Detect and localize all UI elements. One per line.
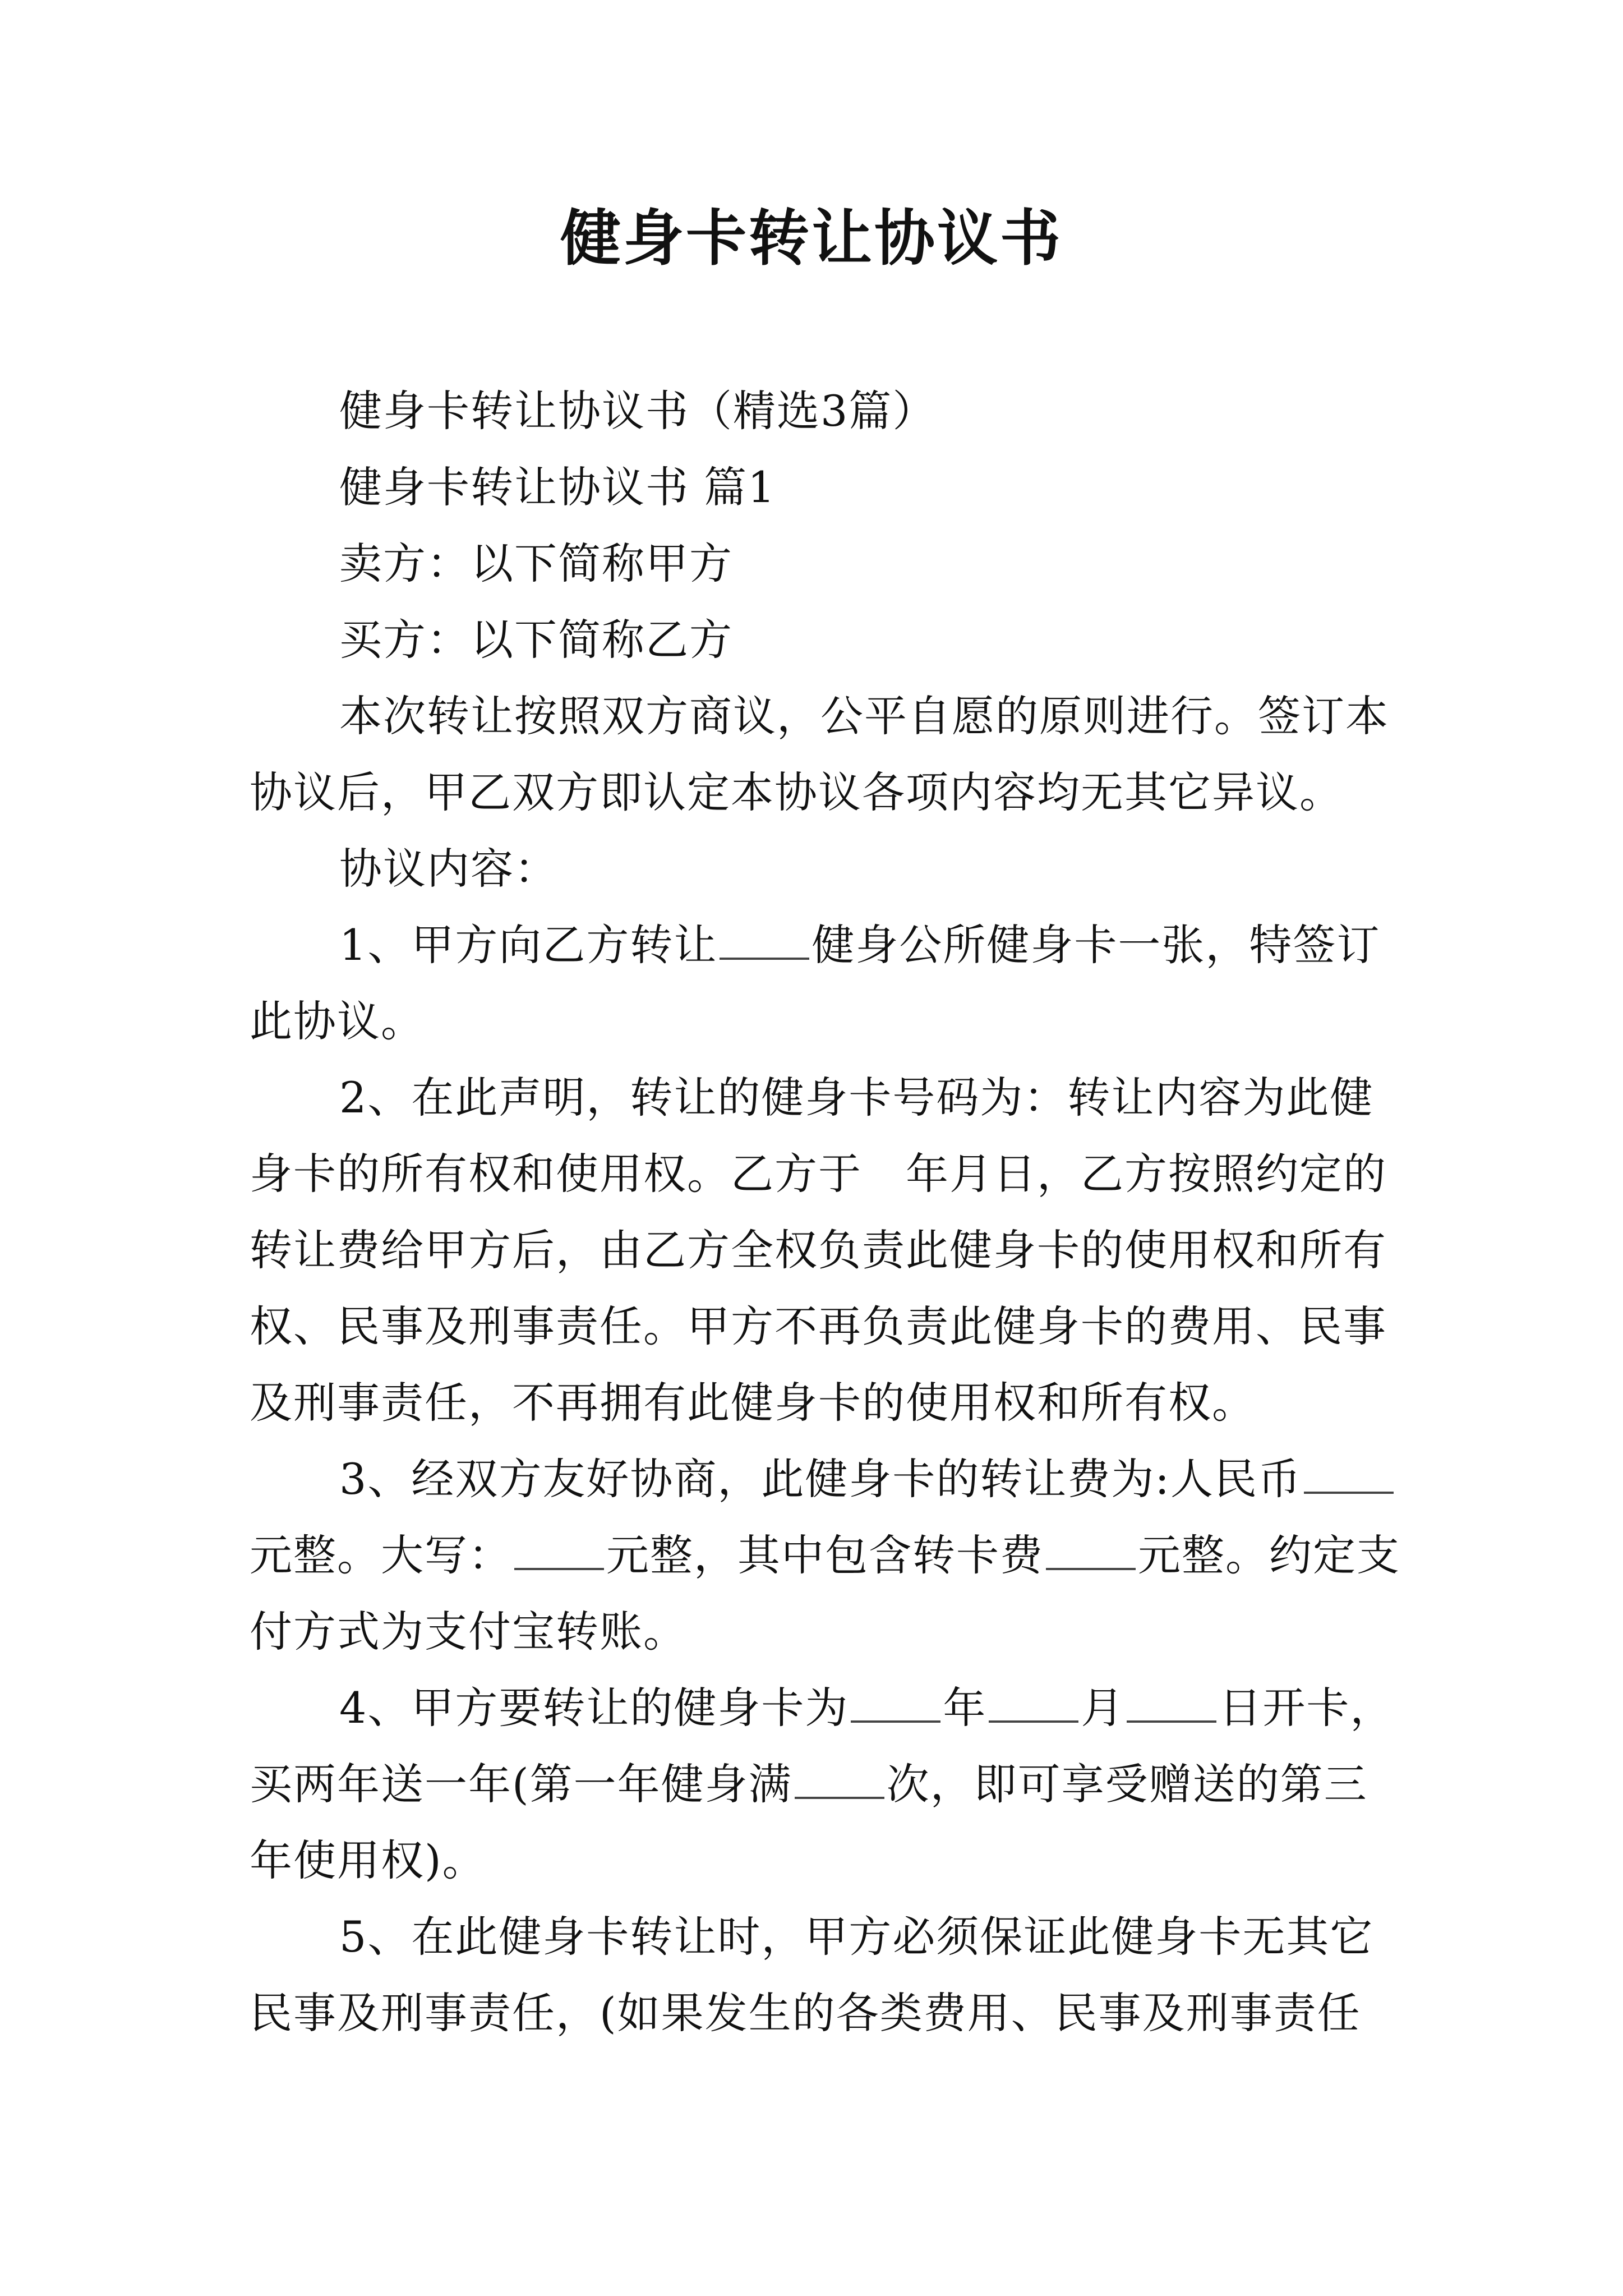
- content-heading: 协议内容：: [339, 844, 558, 894]
- fill-blank: [851, 1718, 940, 1723]
- clause-4-text-e: 买两年送一年(第一年健身满: [250, 1759, 792, 1809]
- clause-5-line-2: 民事及刑事责任，(如果发生的各类费用、民事及刑事责任: [250, 1988, 1361, 2038]
- fill-blank: [720, 955, 809, 960]
- clause-3-text-c: 元整。约定支: [1138, 1530, 1400, 1580]
- document-body: [250, 373, 1400, 2051]
- buyer-line: 买方：以下简称乙方: [339, 615, 733, 665]
- clause-4-line-3: 年使用权)。: [250, 1835, 486, 1885]
- intro-line-1: 本次转让按照双方商议，公平自愿的原则进行。签订本: [339, 691, 1389, 741]
- clause-2-line-5: 及刑事责任，不再拥有此健身卡的使用权和所有权。: [250, 1378, 1256, 1428]
- clause-2-line-1: 2、在此声明，转让的健身卡号码为：转让内容为此健: [339, 1073, 1374, 1122]
- seller-line: 卖方：以下简称甲方: [339, 539, 733, 588]
- part-heading: 健身卡转让协议书 篇1: [339, 462, 776, 512]
- clause-1-text-a: 1、甲方向乙方转让: [339, 920, 718, 970]
- subtitle: 健身卡转让协议书（精选3篇）: [339, 386, 937, 436]
- fill-blank: [1046, 1566, 1136, 1570]
- intro-line-2: 协议后，甲乙双方即认定本协议各项内容均无其它异议。: [250, 767, 1343, 817]
- fill-blank: [795, 1795, 884, 1799]
- clause-2-line-2: 身卡的所有权和使用权。乙方于 年月日，乙方按照约定的: [250, 1149, 1387, 1199]
- fill-blank: [1127, 1718, 1216, 1723]
- clause-4-text-f: 次，即可享受赠送的第三: [886, 1759, 1368, 1809]
- clause-1-line-1: [250, 907, 1394, 983]
- clause-3-line-1: [250, 1441, 1394, 1517]
- clause-2-line-4: 权、民事及刑事责任。甲方不再负责此健身卡的费用、民事: [250, 1301, 1387, 1351]
- clause-4-text-c: 月: [1081, 1683, 1125, 1733]
- fill-blank: [514, 1566, 604, 1570]
- clause-4-line-1: [250, 1670, 1394, 1746]
- clause-1-line-2: 此协议。: [250, 996, 425, 1046]
- fill-blank: [989, 1718, 1078, 1723]
- document-title: 健身卡转让协议书: [560, 203, 1063, 274]
- clause-4-text-a: 4、甲方要转让的健身卡为: [339, 1683, 849, 1733]
- fill-blank: [1304, 1489, 1394, 1494]
- clause-3-text-b: 元整，其中包含转卡费: [606, 1530, 1044, 1580]
- clause-3-line-3: 付方式为支付宝转账。: [250, 1607, 687, 1657]
- clause-3-line-2: [250, 1517, 1400, 1594]
- clause-2-line-3: 转让费给甲方后，由乙方全权负责此健身卡的使用权和所有: [250, 1225, 1387, 1275]
- clause-3-text: 3、经双方友好协商，此健身卡的转让费为:人民币: [339, 1454, 1302, 1504]
- clause-3-text-a: 元整。大写：: [250, 1530, 512, 1580]
- clause-4-text-b: 年: [943, 1683, 987, 1733]
- clause-4-line-2: [250, 1746, 1394, 1823]
- clause-1-text-b: 健身公所健身卡一张，特签订: [811, 920, 1381, 970]
- clause-4-text-d: 日开卡，: [1219, 1683, 1394, 1733]
- clause-5-line-1: 5、在此健身卡转让时，甲方必须保证此健身卡无其它: [339, 1912, 1374, 1962]
